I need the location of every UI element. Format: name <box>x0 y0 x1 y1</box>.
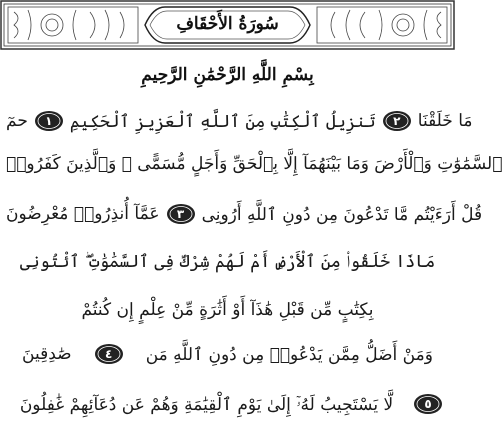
verse-line-3 <box>6 195 483 233</box>
verse-text: عَمَّآ أُنذِرُوا۟ مُعْرِضُونَ <box>6 204 160 224</box>
verse-text: قُلْ أَرَءَيْتُم مَّا تَدْعُونَ مِن دُونِ ٱللَّهِ أَرُونِى <box>201 204 483 225</box>
surah-title: سُورَةُ الأَحْقَافِ <box>176 14 279 34</box>
verse-text: صَٰدِقِينَ <box>22 344 72 364</box>
verse-text: لَّا يَسْتَجِيبُ لَهُۥٓ إِلَىٰ يَوْمِ ٱلْقِيَٰمَةِ وَهُمْ عَن دُعَآئِهِمْ غَٰفِلُونَ <box>19 394 394 415</box>
verse-text: تَنزِيلُ ٱلْكِتَٰبِ مِنَ ٱللَّهِ ٱلْعَزِيزِ ٱلْحَكِيمِ <box>69 111 376 132</box>
verse-text: حمٓ <box>6 111 28 131</box>
ayah-marker-1: ١ <box>34 110 64 132</box>
ayah-marker-3: ٣ <box>166 203 196 225</box>
verse-line-2 <box>6 145 502 183</box>
verse-text: وَمَنْ أَضَلُّ مِمَّن يَدْعُوا۟ مِن دُونِ ٱللَّهِ مَن <box>145 344 433 365</box>
ayah-marker-4: ٤ <box>94 343 124 365</box>
verse-line-6 <box>6 335 449 373</box>
basmala: بِسْمِ اللَّهِ الرَّحْمَٰنِ الرَّحِيمِ <box>141 65 314 85</box>
verse-line-5 <box>6 291 449 329</box>
verse-text: ٱلسَّمَٰوَٰتِ وَٱلْأَرْضَ وَمَا بَيْنَهُمَآ إِلَّا بِٱلْحَقِّ وَأَجَلٍ مُّسَمًّى ۚ وَٱلَّذِينَ كَفَرُوا۟ <box>6 154 502 174</box>
verse-text: بِكِتَٰبٍ مِّن قَبْلِ هَٰذَآ أَوْ أَثَٰرَةٍ مِّنْ عِلْمٍ إِن كُنتُمْ <box>81 300 374 320</box>
verse-line-1 <box>6 102 473 140</box>
verse-text: مَاذَا خَلَقُوا۟ مِنَ ٱلْأَرْضِ أَمْ لَهُمْ شِرْكٌ فِى ٱلسَّمَٰوَٰتِ ۖ ٱئْتُونِى <box>19 251 436 272</box>
ayah-marker-5: ٥ <box>413 393 443 415</box>
ayah-marker-2: ٢ <box>382 110 412 132</box>
verse-line-7 <box>6 385 449 423</box>
left-ornament <box>8 7 138 43</box>
verse-text: مَا خَلَقْنَا <box>417 111 473 131</box>
verse-line-4 <box>6 242 449 280</box>
right-ornament <box>317 7 447 43</box>
